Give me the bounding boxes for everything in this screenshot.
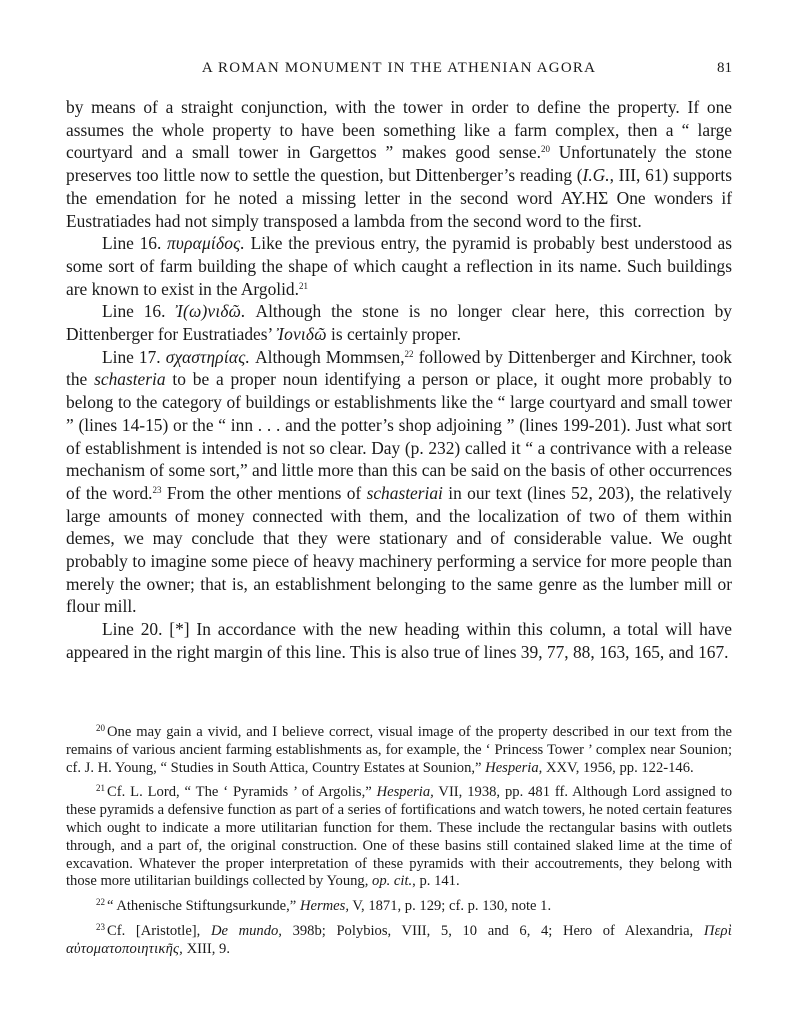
footnote-number: 23 (96, 921, 105, 932)
text-run: From the other mentions of (161, 482, 367, 503)
paragraph-3 (66, 300, 732, 345)
page-header (66, 60, 732, 82)
text-run: in our text (lines 52, 203), the relatively large amounts of money connected with them, and the localization of two of them within demes, we may conclude that they were stationary and of considerable value. We ought probably to imagine some piece of heavy machinery performing a service for more people than merely the owner; that is, an establishment belonging to the same genre as the lumber mill or flour mill. (66, 482, 732, 617)
text-run: Line 20. [*] In accordance with the new heading within this column, a total will have appeared in the right margin of this line. This is also true of lines 39, 77, 88, 163, 165, and 167. (66, 619, 732, 662)
italic-term: schasteria (94, 369, 166, 390)
journal-title: Hesperia, (376, 784, 434, 801)
text-run: followed by Dittenberger and Kirchner, took the (66, 346, 733, 390)
text-run: Cf. [Aristotle], (107, 922, 211, 939)
text-run: Like the previous entry, the pyramid is probably best understood as some sort of farm building the shape of which caught a reflection in its name. Such buildings are known to exist in the Argolid. (66, 233, 732, 299)
paragraph-2 (66, 232, 732, 300)
footnote-ref-20: 20 (540, 144, 550, 155)
citation-ig: I.G. (582, 165, 610, 186)
text-run: Line 16. (102, 233, 168, 254)
text-run: to be a proper noun identifying a person or place, it ought more probably to belong to the category of buildings or establishments like the “ large courtyard and small tower ” (lines 14-15) or the “ inn . . . and the potter’s shop adjoining ” (lines 199-201). Just what sort of establishment is intended is not so clear. Day (p. 232) called it “ a contrivance with a release mechanism of some sort,” and little more than this can be said on the basis of other occurrences of the word. (66, 369, 733, 503)
footnote-23 (66, 919, 732, 959)
text-run: Cf. L. Lord, “ The ‘ Pyramids ’ of Argolis,” (107, 784, 377, 801)
greek-word: σχαστηρίας. (165, 346, 251, 367)
text-run: Line 17. (102, 346, 166, 367)
journal-title: Hesperia, (485, 759, 543, 776)
text-run: is certainly proper. (326, 324, 461, 345)
text-run: XXV, 1956, pp. 122-146. (542, 759, 694, 776)
italic-term: schasteriai (366, 482, 443, 503)
journal-title: Hermes, (299, 898, 349, 915)
greek-letters: ΑΥ.ΗΣ (560, 187, 609, 208)
footnote-ref-22: 22 (404, 348, 414, 359)
italic-term: De mundo, (210, 922, 282, 939)
footnote-ref-21: 21 (298, 280, 308, 291)
greek-word: Ἰ(ω)νιδῶ. (175, 301, 246, 322)
paragraph-1 (66, 96, 732, 232)
page-number: 81 (717, 60, 732, 76)
text-run: “ Athenische Stiftungsurkunde,” (107, 898, 300, 915)
text-run: One may gain a vivid, and I believe correct, visual image of the property described in our text from the remains of various ancient farming establishments as, for example, the ‘ Princess Tower ’ complex near Sounion; cf. J. H. Young, “ Studies in South Attica, Country Estates at Sounion,” (66, 724, 732, 776)
greek-word: πυραμίδος. (167, 233, 245, 254)
text-run: XIII, 9. (182, 940, 230, 957)
text-run: VII, 1938, pp. 481 ff. Although Lord assigned to these pyramids a defensive function as part of a series of fortifications and watch towers, he noted certain features which ought to indicate a more utilitarian function for them. These include the rectangular basins with outlets through, and a part of, the original construction. One of these basins still contained slaked lime at the time of excavation. Whatever the proper interpretation of these pyramids with their accoutrements, they belong with those more utilitarian buildings collected by Young, (66, 784, 732, 890)
text-run: 398b; Polybios, VIII, 5, 10 and 6, 4; Hero of Alexandria, (281, 922, 704, 939)
footnote-22 (66, 894, 732, 916)
italic-term: op. cit. (372, 873, 413, 890)
text-run: , p. 141. (412, 873, 460, 890)
footnote-20 (66, 720, 732, 777)
text-run: Although Mommsen, (250, 346, 405, 367)
text-run: V, 1871, p. 129; cf. p. 130, note 1. (348, 898, 552, 915)
text-run: Line 16. (102, 301, 176, 322)
greek-word: Ἰονιδῶ (276, 324, 327, 345)
footnote-21 (66, 780, 732, 891)
footnote-number: 20 (96, 723, 105, 733)
text-run: Although the stone is no longer clear here, this correction by Dittenberger for Eustratiades’ (66, 301, 732, 345)
footnote-number: 21 (96, 783, 105, 794)
text-run: Unfortunately the stone preserves too little now to settle the question, but Dittenberger’s reading ( (66, 142, 732, 186)
greek-word: Περὶ αὐτοματοποιητικῆς, (66, 922, 732, 957)
footnote-ref-23: 23 (152, 484, 162, 495)
running-title: A ROMAN MONUMENT IN THE ATHENIAN AGORA (201, 60, 597, 76)
footnote-number: 22 (96, 897, 105, 908)
body-text (66, 96, 732, 664)
text-run: , III, 61) supports the emendation for he noted a missing letter in the second word (66, 165, 732, 208)
text-run: One wonders if Eustratiades had not simply transposed a lambda from the second word to the first. (66, 187, 732, 231)
text-run: by means of a straight conjunction, with the tower in order to define the property. If one assumes the whole property to have been something like a farm complex, then a “ large courtyard and a small tower in Gargettos ” makes good sense. (66, 97, 732, 163)
paragraph-5 (66, 618, 732, 663)
footnotes (66, 720, 732, 962)
paragraph-4 (66, 346, 732, 618)
